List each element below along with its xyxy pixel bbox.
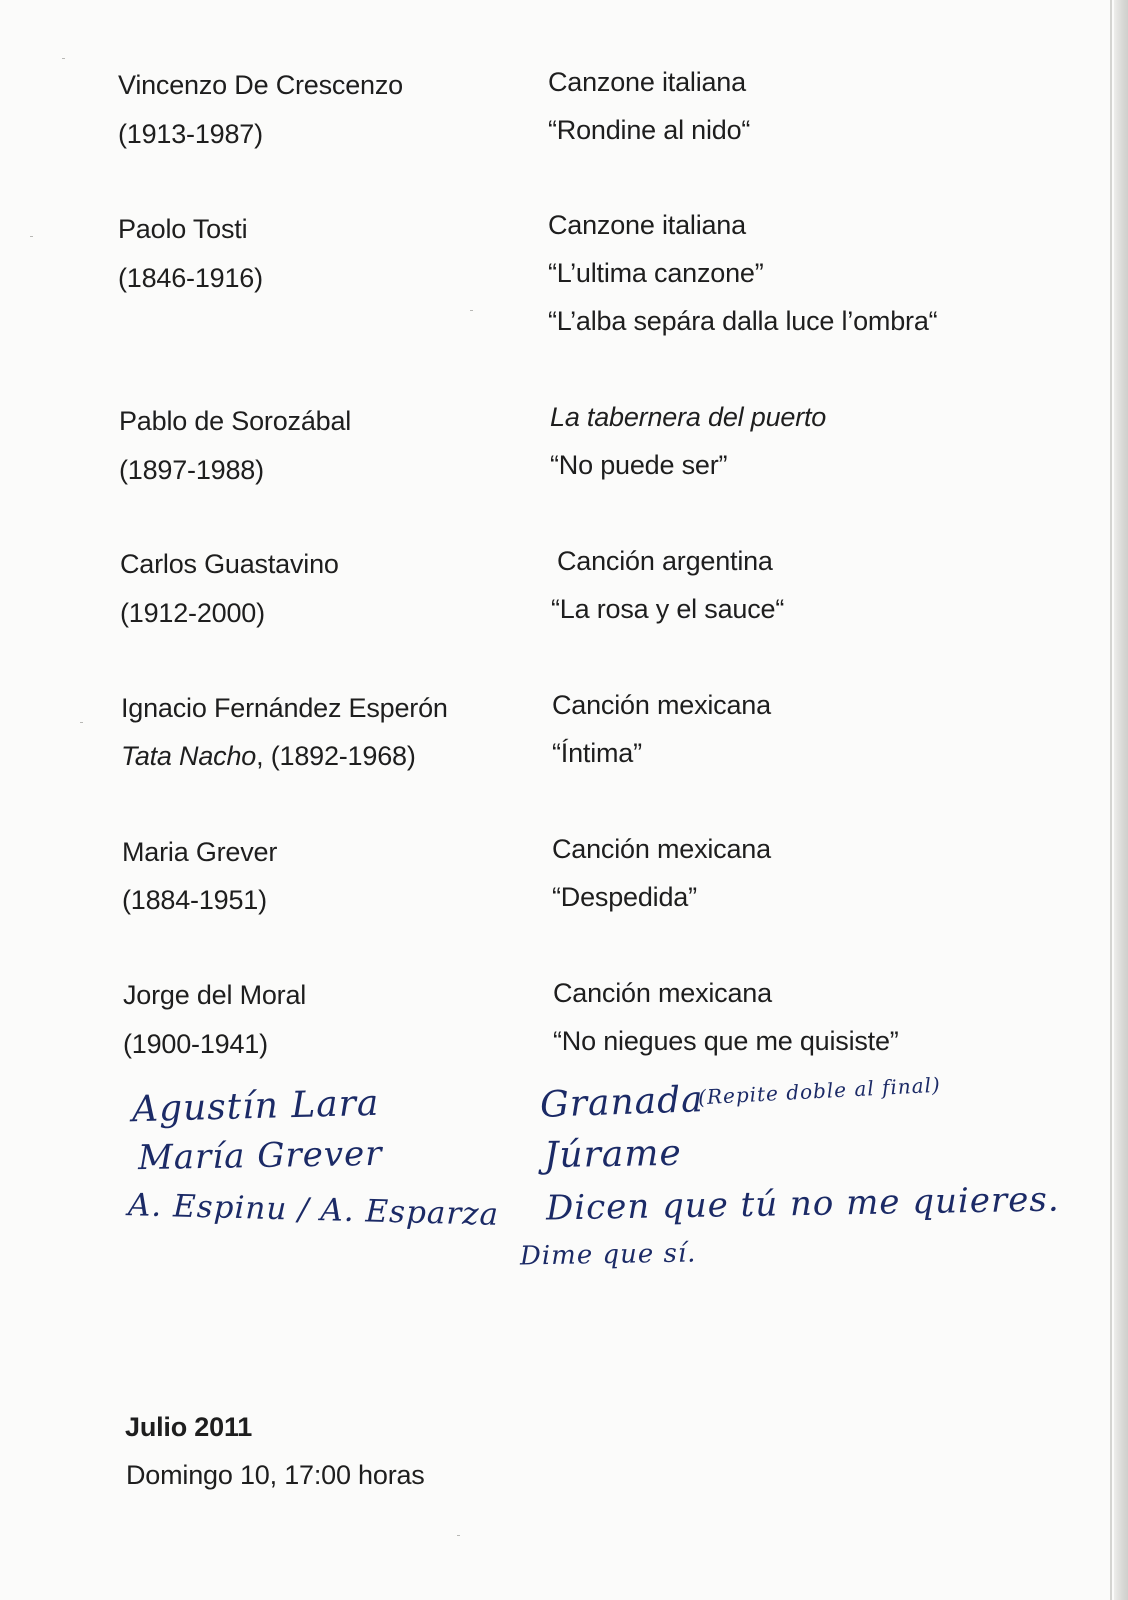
scan-speck xyxy=(62,58,65,59)
scan-speck xyxy=(470,310,473,311)
composer-dates: (1884-1951) xyxy=(122,885,267,915)
composer-name: Carlos Guastavino xyxy=(120,549,339,579)
piece-genre: Canción mexicana xyxy=(552,834,771,864)
composer-dates: (1900-1941) xyxy=(123,1029,268,1059)
composer-dates-line xyxy=(121,739,416,773)
handwritten-song: Granada xyxy=(539,1079,705,1126)
piece-genre: Canción mexicana xyxy=(552,690,771,720)
page-edge-shadow xyxy=(1110,0,1112,1600)
event-month: Julio 2011 xyxy=(125,1412,253,1442)
scan-speck xyxy=(30,236,33,237)
piece-title: “L’alba sepára dalla luce l’ombra“ xyxy=(548,306,938,336)
handwritten-note: (Repite doble al final) xyxy=(697,1072,942,1110)
composer-name: Paolo Tosti xyxy=(118,214,248,244)
piece-genre: Canción argentina xyxy=(557,546,773,576)
piece-title: “No puede ser” xyxy=(550,450,728,480)
composer-name: Maria Grever xyxy=(122,837,278,867)
piece-genre: Canción mexicana xyxy=(553,978,772,1008)
handwritten-song: Dicen que tú no me quieres. xyxy=(545,1179,1060,1229)
composer-name: Jorge del Moral xyxy=(123,980,307,1010)
scan-speck xyxy=(80,722,83,723)
piece-genre: La tabernera del puerto xyxy=(550,402,827,432)
piece-genre: Canzone italiana xyxy=(548,210,746,240)
piece-genre: Canzone italiana xyxy=(548,67,746,97)
handwritten-song: Júrame xyxy=(543,1132,683,1177)
scan-speck xyxy=(457,1535,460,1536)
composer-dates: (1846-1916) xyxy=(118,263,263,293)
composer-dates: (1913-1987) xyxy=(118,119,263,149)
composer-name: Ignacio Fernández Esperón xyxy=(121,693,448,723)
handwritten-song: Dime que sí. xyxy=(519,1238,697,1272)
page-edge xyxy=(1114,0,1128,1600)
handwritten-composer: Agustín Lara xyxy=(131,1082,380,1131)
composer-dates: (1897-1988) xyxy=(119,455,264,485)
composer-name: Vincenzo De Crescenzo xyxy=(118,70,403,100)
piece-title: “L’ultima canzone” xyxy=(548,258,764,288)
handwritten-composer: María Grever xyxy=(137,1133,383,1179)
event-datetime: Domingo 10, 17:00 horas xyxy=(126,1460,425,1490)
handwritten-composer: A. Espinu / A. Esparza xyxy=(127,1187,500,1233)
piece-title: “Despedida” xyxy=(552,882,697,912)
piece-title: “Íntima” xyxy=(552,738,642,768)
composer-alias: Tata Nacho xyxy=(121,741,257,771)
composer-dates: , (1892-1968) xyxy=(256,741,416,771)
piece-title: “La rosa y el sauce“ xyxy=(551,594,785,624)
piece-title: “Rondine al nido“ xyxy=(548,115,751,145)
composer-name: Pablo de Sorozábal xyxy=(119,406,352,436)
composer-dates: (1912-2000) xyxy=(120,598,265,628)
piece-title: “No niegues que me quisiste” xyxy=(553,1026,899,1056)
